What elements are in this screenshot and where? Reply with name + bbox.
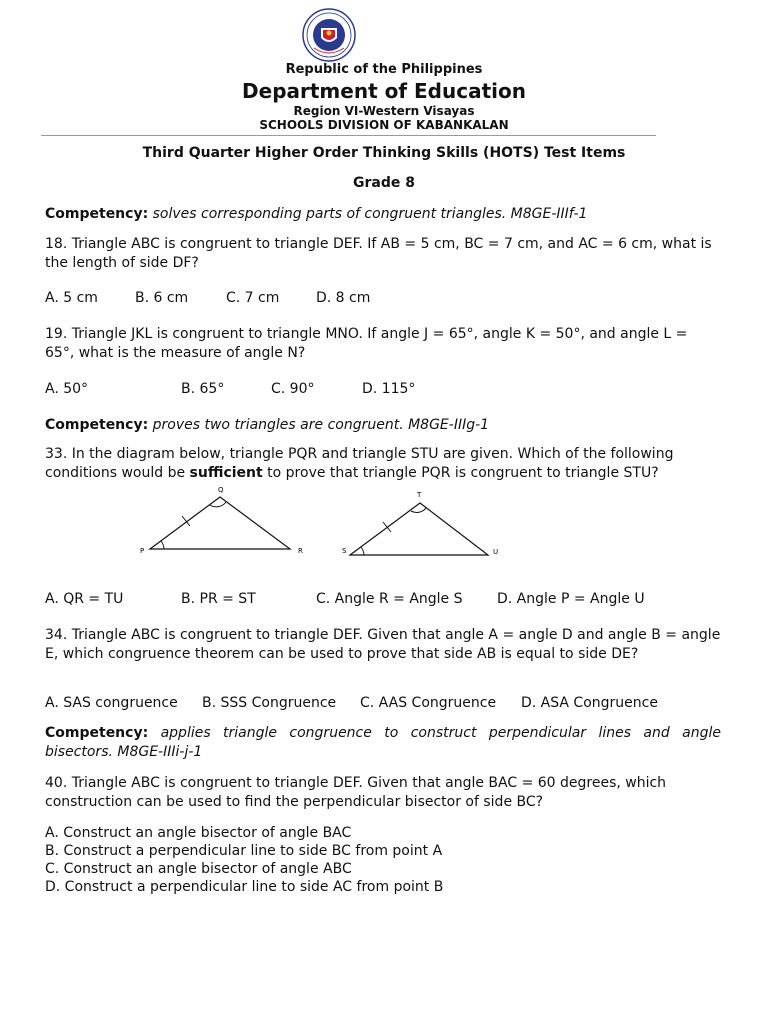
tick-mark-st <box>383 522 391 532</box>
option-c: C. 7 cm <box>226 290 280 306</box>
republic-heading: Republic of the Philippines <box>285 62 483 77</box>
deped-seal-logo <box>302 8 356 62</box>
department-heading: Department of Education <box>242 79 526 103</box>
option-a: A. SAS congruence <box>45 695 178 711</box>
competency-2 <box>45 416 721 435</box>
vertex-label-p: P <box>140 547 145 555</box>
option-c: C. Construct an angle bisector of angle ABC <box>45 861 352 877</box>
vertex-label-q: Q <box>218 486 224 494</box>
option-d: D. Angle P = Angle U <box>497 591 645 607</box>
angle-mark-p <box>161 541 164 549</box>
question-33-text-after: to prove that triangle PQR is congruent to triangle STU? <box>262 465 659 481</box>
grade-heading: Grade 8 <box>353 175 415 191</box>
triangles-diagram <box>130 483 510 563</box>
vertex-label-r: R <box>298 547 303 555</box>
option-c: C. 90° <box>271 381 315 397</box>
competency-label: Competency: <box>45 206 149 222</box>
vertex-label-s: S <box>342 547 347 555</box>
region-heading: Region VI-Western Visayas <box>293 104 475 118</box>
option-b: B. 6 cm <box>135 290 189 306</box>
question-33-options <box>45 590 721 609</box>
option-d: D. Construct a perpendicular line to side AC from point B <box>45 879 444 895</box>
question-40: 40. Triangle ABC is congruent to triangle DEF. Given that angle BAC = 60 degrees, which construction can be used to find the perpendicular bisector of side BC? <box>45 775 667 810</box>
competency-text: solves corresponding parts of congruent triangles. M8GE-IIIf-1 <box>152 206 588 222</box>
document-title: Third Quarter Higher Order Thinking Skills (HOTS) Test Items <box>142 145 626 161</box>
question-34-options <box>45 694 721 713</box>
option-c: C. AAS Congruence <box>360 695 497 711</box>
triangle-stu <box>350 503 488 555</box>
option-b: B. 65° <box>181 381 225 397</box>
header-divider <box>41 135 656 136</box>
question-18-options <box>45 289 721 308</box>
option-b: B. SSS Congruence <box>202 695 337 711</box>
question-33-text-before: 33. In the diagram below, triangle PQR and triangle STU are given. Which of the following conditions would be <box>45 446 674 481</box>
competency-label: Competency: <box>45 725 149 741</box>
vertex-label-u: U <box>493 548 499 556</box>
option-b: B. PR = ST <box>181 591 256 607</box>
option-d: D. 8 cm <box>316 290 371 306</box>
question-18: 18. Triangle ABC is congruent to triangle DEF. If AB = 5 cm, BC = 7 cm, and AC = 6 cm, what is the length of side DF? <box>45 236 712 271</box>
division-heading: SCHOOLS DIVISION OF KABANKALAN <box>259 118 509 132</box>
question-33 <box>45 445 721 483</box>
question-40-options <box>45 824 721 896</box>
question-19: 19. Triangle JKL is congruent to triangle MNO. If angle J = 65°, angle K = 50°, and angle L = 65°, what is the measure of angle N? <box>45 326 688 361</box>
option-a: A. 5 cm <box>45 290 98 306</box>
competency-text: proves two triangles are congruent. M8GE-IIIg-1 <box>152 417 490 433</box>
option-a: A. Construct an angle bisector of angle BAC <box>45 825 352 841</box>
competency-text: applies triangle congruence to construct perpendicular lines and angle bisectors. M8GE-IIIi-j-1 <box>45 725 721 760</box>
question-19-options <box>45 380 721 399</box>
angle-mark-s <box>361 547 364 555</box>
competency-label: Competency: <box>45 417 149 433</box>
question-34: 34. Triangle ABC is congruent to triangle DEF. Given that angle A = angle D and angle B = angle E, which congruence theorem can be used to prove that side AB is equal to side DE? <box>45 627 721 662</box>
option-d: D. 115° <box>362 381 416 397</box>
option-b: B. Construct a perpendicular line to side BC from point A <box>45 843 443 859</box>
question-33-emphasis: sufficient <box>189 465 263 481</box>
triangle-pqr <box>150 497 290 549</box>
option-a: A. 50° <box>45 381 89 397</box>
vertex-label-t: T <box>417 491 422 499</box>
competency-3 <box>45 724 721 762</box>
option-a: A. QR = TU <box>45 591 124 607</box>
option-d: D. ASA Congruence <box>521 695 658 711</box>
option-c: C. Angle R = Angle S <box>316 591 463 607</box>
competency-1 <box>45 205 721 224</box>
